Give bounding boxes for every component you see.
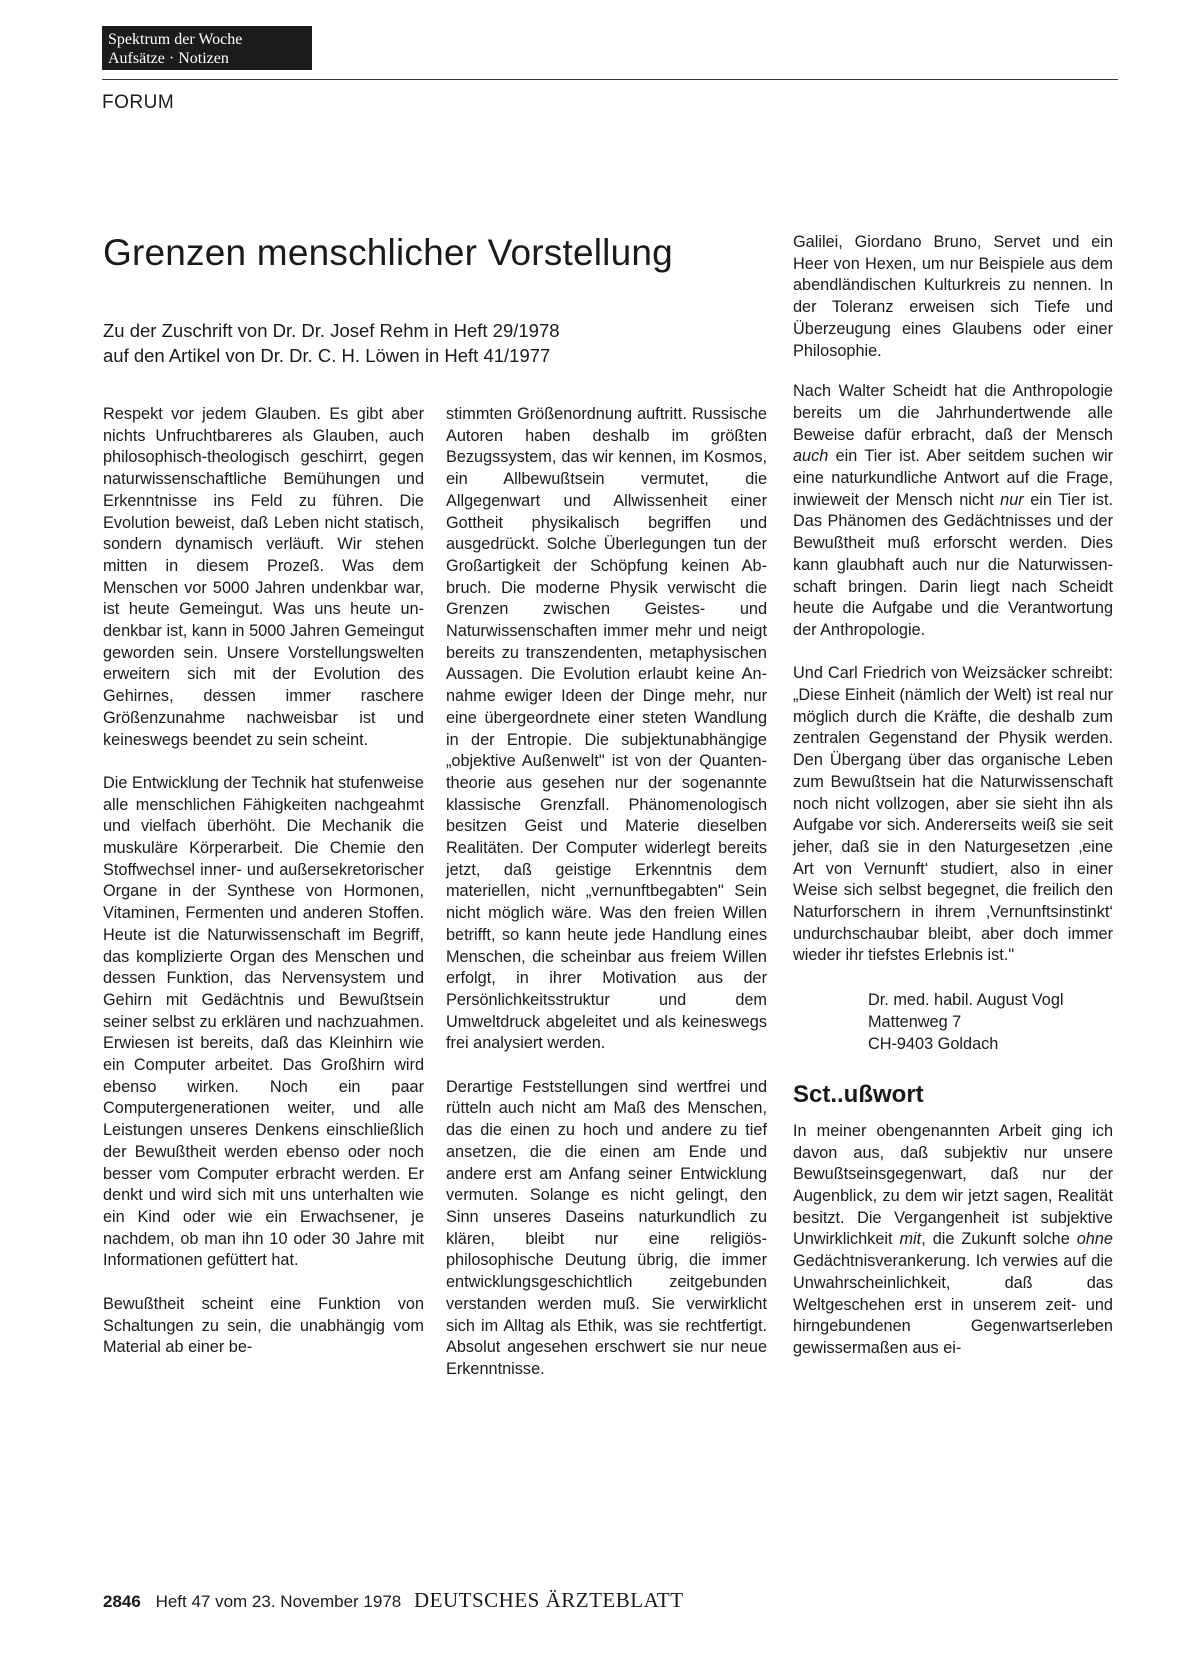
paragraph: Bewußtheit scheint eine Funktion von Schaltungen zu sein, die unabhängig vom Material ab einer be- xyxy=(103,1294,424,1357)
emphasis: nur xyxy=(1000,490,1024,509)
paragraph: stimmten Größenordnung auftritt. Russische Autoren haben deshalb im größten Bezugssystem, das wir kennen, im Kosmos, ein Allbewußtsein vermutet, die Allgegenwart und Allwissenheit einer Gottheit physikalisch begriffen und ausgedrückt. Solche Überlegungen tun der Großartigkeit der Schöpfung keinen Abbruch. Die moderne Physik verwischt die Grenzen zwischen Geistes- und Naturwissenschaften immer mehr und neigt bereits zu transzendenten, metaphysischen Aussagen. Die Evolution erlaubt keine Annahme ewiger Ideen der Dinge mehr, nur eine übergeordnete einer steten Wandlung in der Entropie. Die subjektunabhängige „objektive Außenwelt" ist von der Quantentheorie aus gesehen nur der sogenannte klassische Grenzfall. Phänomenologisch besitzen Geist und Materie dieselben Realitäten. Der Computer widerlegt bereits jetzt, daß geistige Erkenntnis dem materiellen, nicht „vernunftbegabten" Sein nicht möglich wäre. Was den freien Willen betrifft, so kann heute jede Handlung eines Menschen, die scheinbar aus freiem Willen erfolgt, in ihrer Motivation aus der Persönlichkeitsstruktur und dem Umweltdruck abgeleitet und als keineswegs frei analysiert werden. xyxy=(446,405,767,1053)
header-rule xyxy=(102,79,1118,80)
paragraph: Respekt vor jedem Glauben. Es gibt aber nichts Unfruchtbareres als Glauben, auch philosophisch-theologisch geschirrt, gegen naturwissenschaftliche Bemühungen und Erkenntnisse ins Feld zu führen. Die Evolution beweist, daß Leben nicht statisch, sondern dynamisch verläuft. Wir stehen mitten in diesem Prozeß. Was dem Menschen vor 5000 Jahren undenkbar war, ist heute Gemeingut. Was uns heute undenkbar ist, kann in 5000 Jahren Gemeingut geworden sein. Unsere Vorstellungswelten erweitern sich mit der Evolution des Gehirnes, dessen immer raschere Größenzunahme nachweisbar ist und keineswegs beendet zu sein scheint. xyxy=(103,405,424,749)
subtitle-line-1: Zu der Zuschrift von Dr. Dr. Josef Rehm in Heft 29/1978 xyxy=(103,320,560,341)
page-footer xyxy=(103,1588,684,1613)
author-street: Mattenweg 7 xyxy=(868,1012,962,1031)
subtitle-line-2: auf den Artikel von Dr. Dr. C. H. Löwen in Heft 41/1977 xyxy=(103,345,551,366)
article-title: Grenzen menschlicher Vorstellung xyxy=(103,232,673,273)
section-badge xyxy=(102,26,312,70)
author-city: CH-9403 Goldach xyxy=(868,1034,999,1053)
issue-info: Heft 47 vom 23. November 1978 xyxy=(155,1592,402,1611)
author-name: Dr. med. habil. August Vogl xyxy=(868,990,1064,1009)
emphasis: mit xyxy=(899,1230,922,1249)
text-column-1 xyxy=(103,404,424,1381)
paragraph: Nach Walter Scheidt hat die Anthropologie bereits um die Jahrhundertwende alle Beweise dafür erbracht, daß der Mensch auch ein Tier ist. Aber seitdem suchen wir eine naturkundliche Antwort auf die Frage, inwieweit der Mensch nicht nur ein Tier ist. Das Phänomen des Gedächtnisses und der Bewußtheit muß erforscht werden. Dies kann glaubhaft auch nur die Naturwissenschaft bringen. Darin liegt nach Scheidt heute die Aufgabe und die Verantwortung der Anthropologie. xyxy=(793,382,1113,639)
section-label: FORUM xyxy=(102,92,175,113)
paragraph: Die Entwicklung der Technik hat stufenweise alle menschlichen Fähigkeiten nachgeahmt und vielfach überhöht. Die Mechanik die muskuläre Körperarbeit. Die Chemie den Stoffwechsel inner- und außersekretorischer Organe in der Synthese von Hormonen, Vitaminen, Fermenten und anderen Stoffen. Heute ist die Naturwissenschaft im Begriff, das komplizierte Organ des Menschen und dessen Funktion, das Nervensystem und Gehirn mit Gedächtnis und Bewußtsein seiner selbst zu erklären und nachzuahmen. Erwiesen ist bereits, daß das Kleinhirn wie ein Computer arbeitet. Das Großhirn wird ebenso wirken. Noch ein paar Computergenerationen weiter, und alle Leistungen unseres Denkens einschließlich der Bewußtheit werden ebenso oder noch besser vom Computer erbracht werden. Er denkt und wird sich mit uns unterhalten wie ein Kind oder wie ein Erwachsener, je nachdem, ob man ihn 10 oder 30 Jahre mit Informationen gefüttert hat. xyxy=(103,773,424,1270)
paragraph: Und Carl Friedrich von Weizsäcker schreibt: „Diese Einheit (nämlich der Welt) ist real nur möglich durch die Kräfte, die deshalb zum zentralen Gegenstand der Physik werden. Den Übergang über das organische Leben zum Bewußtsein hat die Naturwissenschaft noch nicht vollzogen, aber sie sieht ihn als Aufgabe vor sich. Andererseits weiß sie seit jeher, daß sie in den Naturgesetzen ‚eine Art von Vernunft‘ studiert, also in einer Weise sich selbst begegnet, die freilich den Naturforschern in ihrem ‚Vernunftsinstinkt‘ undurchschaubar bleibt, aber doch immer wieder ihr tiefstes Erlebnis ist." xyxy=(793,664,1113,965)
article-subtitle xyxy=(103,318,743,368)
emphasis: ohne xyxy=(1076,1230,1113,1249)
paragraph: In meiner obengenannten Arbeit ging ich davon aus, daß subjektiv nur unsere Bewußtseinsgegenwart, daß nur der Augenblick, zu dem wir jetzt sagen, Realität besitzt. Die Vergangenheit ist subjektive Unwirklichkeit mit, die Zukunft solche ohne Gedächtnisverankerung. Ich verwies auf die Unwahrscheinlichkeit, daß das Weltgeschehen erst in unserem zeit- und hirngebundenen Gegenwartserleben gewissermaßen aus ei- xyxy=(793,1121,1113,1357)
emphasis: auch xyxy=(793,447,829,466)
paragraph: Galilei, Giordano Bruno, Servet und ein Heer von Hexen, um nur Beispiele aus dem abendländischen Kulturkreis zu nennen. In der Toleranz erweisen sich Tiefe und Überzeugung eines Glaubens oder einer Philosophie. xyxy=(793,233,1113,360)
paragraph: Derartige Feststellungen sind wertfrei und rütteln auch nicht am Maß des Menschen, das die einen zu hoch und andere zu tief ansetzen, die die einen am Ende und andere erst am Anfang seiner Entwicklung vermuten. Solange es nicht gelingt, den Sinn unseres Daseins naturkundlich zu klären, bleibt nur eine religiös-philosophische Deutung übrig, die immer entwicklungsgeschichtlich zeitgebunden verstanden werden muß. Sie verwirklicht sich im Alltag als Ethik, was sie rechtfertigt. Absolut angesehen erschwert sie nur neue Erkenntnisse. xyxy=(446,1077,767,1378)
journal-name: DEUTSCHES ÄRZTEBLATT xyxy=(413,1588,684,1612)
article-header xyxy=(103,220,743,368)
text-column-3 xyxy=(793,232,1113,1381)
badge-line-2: Aufsätze · Notizen xyxy=(108,50,229,67)
author-signature xyxy=(793,989,1113,1055)
page-number: 2846 xyxy=(103,1592,141,1611)
text-column-2 xyxy=(446,404,767,1402)
reply-heading: Sct..ußwort xyxy=(793,1080,924,1108)
badge-line-1: Spektrum der Woche xyxy=(108,31,243,48)
